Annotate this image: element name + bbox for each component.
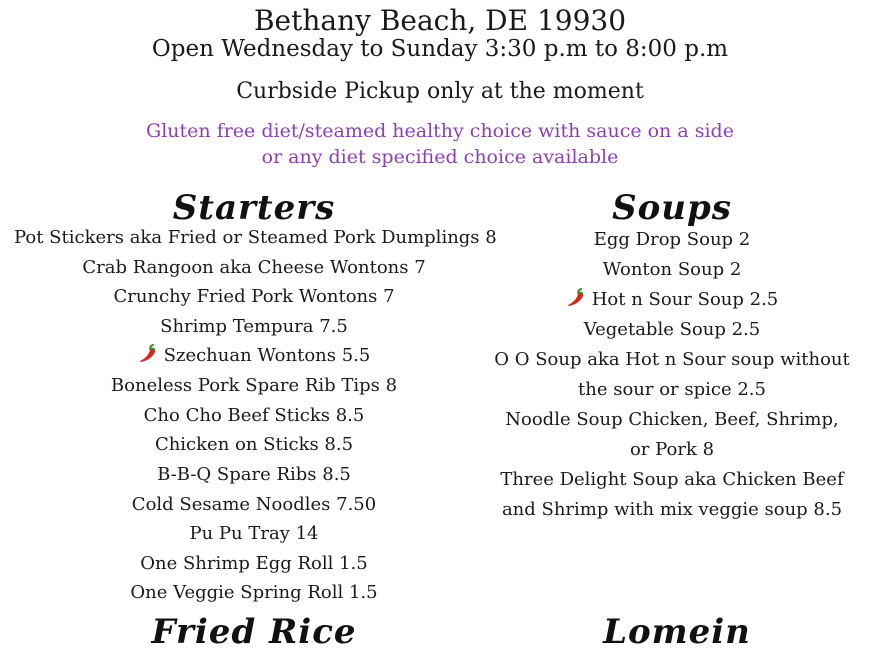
list-item: Crunchy Fried Pork Wontons 7 [113,286,395,307]
list-item: Cho Cho Beef Sticks 8.5 [143,405,365,426]
list-item: or Pork 8 [629,439,715,460]
chili-pepper-icon [566,288,586,308]
list-item: Shrimp Tempura 7.5 [160,316,348,337]
list-item [14,343,494,369]
list-item: Cold Sesame Noodles 7.50 [131,494,377,515]
list-item: One Shrimp Egg Roll 1.5 [140,553,368,574]
list-item: B-B-Q Spare Ribs 8.5 [157,464,351,485]
section-title-lomein: Lomein [603,612,751,652]
list-item [472,287,872,313]
list-item: Three Delight Soup aka Chicken Beef [500,469,844,490]
address: Bethany Beach, DE 19930 [253,4,627,37]
pickup-notice: Curbside Pickup only at the moment [236,79,644,104]
soups-list [472,227,872,527]
list-item: Noodle Soup Chicken, Beef, Shrimp, [505,409,839,430]
list-item-label: Hot n Sour Soup 2.5 [591,289,779,310]
starters-list [14,225,497,610]
section-title-starters: Starters [172,188,336,228]
diet-note-line-1: Gluten free diet/steamed healthy choice with sauce on a side [146,120,734,142]
list-item: the sour or spice 2.5 [578,379,766,400]
list-item: One Veggie Spring Roll 1.5 [130,582,378,603]
list-item: O O Soup aka Hot n Sour soup without [494,349,850,370]
list-item: Boneless Pork Spare Rib Tips 8 [110,375,398,396]
list-item: Crab Rangoon aka Cheese Wontons 7 [82,257,426,278]
chili-pepper-icon [138,344,158,364]
list-item: Vegetable Soup 2.5 [583,319,761,340]
diet-note-line-2: or any diet specified choice available [261,146,619,168]
list-item: Wonton Soup 2 [602,259,742,280]
opening-hours: Open Wednesday to Sunday 3:30 p.m to 8:00 p.m [151,36,729,62]
list-item: Egg Drop Soup 2 [593,229,751,250]
list-item: Chicken on Sticks 8.5 [154,434,354,455]
list-item: and Shrimp with mix veggie soup 8.5 [501,499,843,520]
list-item-label: Szechuan Wontons 5.5 [163,345,371,366]
section-title-fried-rice: Fried Rice [151,612,357,652]
list-item: Pu Pu Tray 14 [189,523,319,544]
section-title-soups: Soups [612,188,732,228]
list-item: Pot Stickers aka Fried or Steamed Pork Dumplings 8 [14,227,497,248]
